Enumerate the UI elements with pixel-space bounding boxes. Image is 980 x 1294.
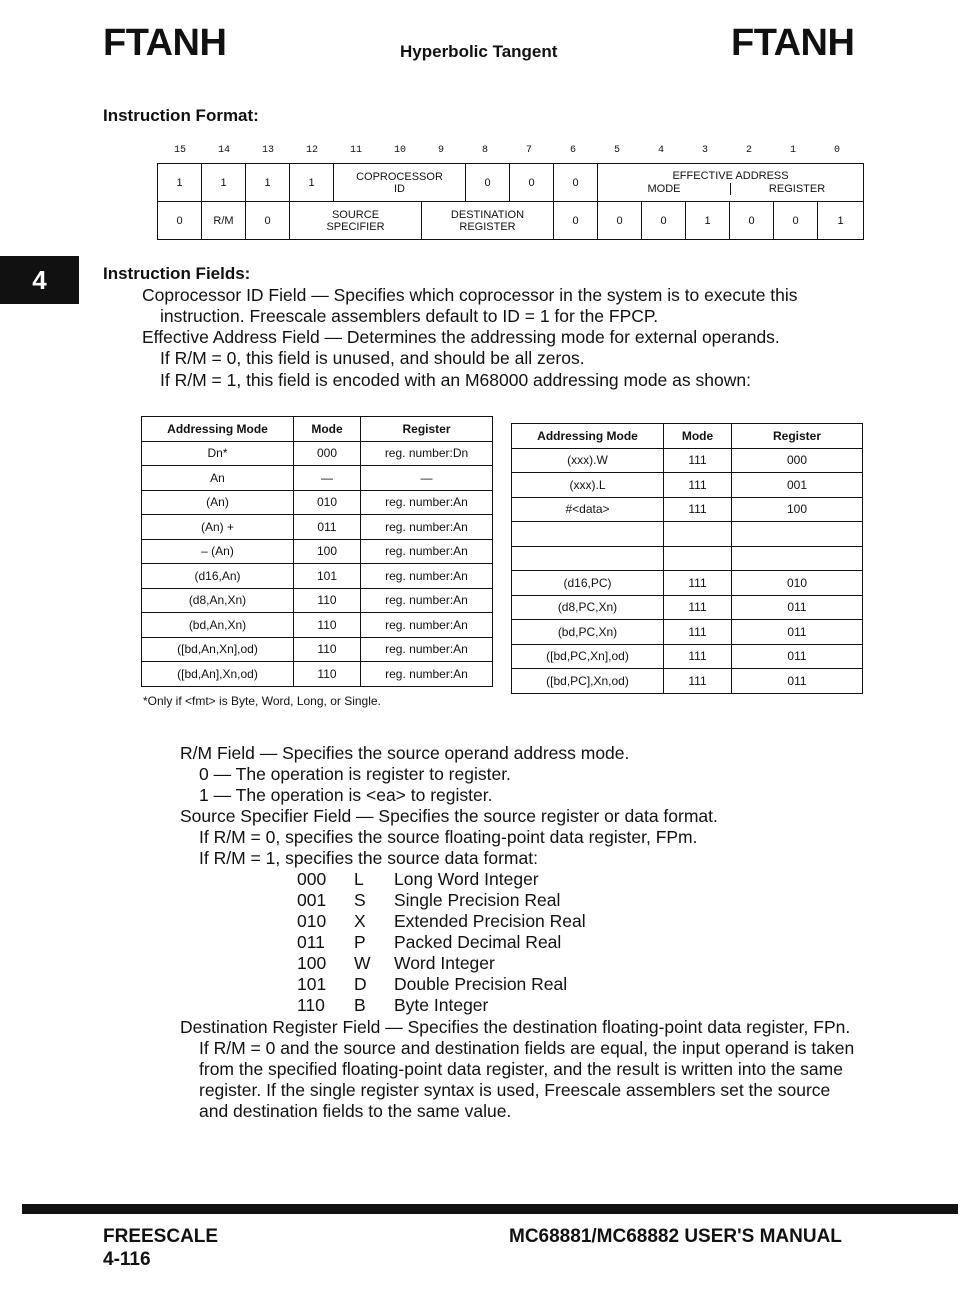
ea-mode-label: MODE bbox=[598, 183, 731, 195]
rm-option-1: 1 — The operation is <ea> to register. bbox=[199, 785, 493, 805]
format-row-opword bbox=[158, 164, 864, 202]
destination-register-desc: Destination Register Field — Specifies the destination floating-point data register, FPn. bbox=[180, 1017, 851, 1037]
addressing-mode-cell: #<data> bbox=[512, 497, 664, 522]
register-cell: 011 bbox=[732, 620, 863, 645]
instruction-format-table bbox=[157, 163, 864, 240]
format-letter: L bbox=[354, 869, 364, 889]
format-code: 110 bbox=[297, 995, 325, 1015]
bit-number: 12 bbox=[306, 145, 319, 156]
effective-address-desc-3: If R/M = 1, this field is encoded with an M68000 addressing mode as shown: bbox=[160, 370, 751, 390]
mode-cell: 111 bbox=[664, 497, 732, 522]
col-mode: Mode bbox=[664, 424, 732, 449]
table-row bbox=[512, 644, 863, 669]
mode-cell bbox=[664, 522, 732, 547]
bit-15: 0 bbox=[158, 202, 202, 240]
addressing-mode-table-right bbox=[511, 423, 863, 694]
format-code: 101 bbox=[297, 974, 327, 994]
mnemonic-left: FTANH bbox=[103, 22, 227, 64]
col-addressing-mode: Addressing Mode bbox=[142, 417, 294, 442]
addressing-mode-cell: (An) + bbox=[142, 515, 294, 540]
bit-number: 8 bbox=[482, 145, 489, 156]
col-register: Register bbox=[361, 417, 493, 442]
register-cell: reg. number:An bbox=[361, 662, 493, 687]
format-code: 011 bbox=[297, 932, 325, 952]
bit-3: 1 bbox=[686, 202, 730, 240]
coprocessor-label-1: COPROCESSOR bbox=[356, 170, 443, 183]
bit-number: 15 bbox=[174, 145, 187, 156]
register-cell: 010 bbox=[732, 571, 863, 596]
register-cell: reg. number:An bbox=[361, 515, 493, 540]
mode-cell: — bbox=[294, 466, 361, 491]
bit-number-row bbox=[158, 145, 864, 159]
mode-cell: 011 bbox=[294, 515, 361, 540]
mode-cell: 110 bbox=[294, 637, 361, 662]
ea-title: EFFECTIVE ADDRESS bbox=[672, 170, 789, 182]
mode-cell: 111 bbox=[664, 644, 732, 669]
effective-address-desc-2: If R/M = 0, this field is unused, and should be all zeros. bbox=[160, 348, 585, 368]
col-mode: Mode bbox=[294, 417, 361, 442]
format-name: Packed Decimal Real bbox=[394, 932, 562, 952]
coprocessor-id-desc: Coprocessor ID Field — Specifies which coprocessor in the system is to execute this bbox=[142, 285, 798, 305]
instruction-format-heading: Instruction Format: bbox=[103, 106, 259, 125]
mode-cell: 111 bbox=[664, 595, 732, 620]
addressing-mode-cell: – (An) bbox=[142, 539, 294, 564]
bit-number: 9 bbox=[438, 145, 445, 156]
addressing-mode-cell bbox=[512, 546, 664, 571]
format-name: Long Word Integer bbox=[394, 869, 539, 889]
table-row bbox=[142, 662, 493, 687]
addressing-mode-cell: (d8,PC,Xn) bbox=[512, 595, 664, 620]
destination-label-1: DESTINATION bbox=[450, 208, 525, 221]
register-cell: 011 bbox=[732, 644, 863, 669]
mode-cell: 010 bbox=[294, 490, 361, 515]
chapter-tab: 4 bbox=[0, 256, 79, 304]
format-name: Double Precision Real bbox=[394, 974, 568, 994]
format-code: 001 bbox=[297, 890, 327, 910]
bit-number: 13 bbox=[262, 145, 275, 156]
source-label-1: SOURCE bbox=[331, 208, 380, 221]
mode-cell: 111 bbox=[664, 571, 732, 596]
table-row bbox=[142, 613, 493, 638]
table-row bbox=[512, 620, 863, 645]
bit-number: 5 bbox=[614, 145, 621, 156]
footer-rule bbox=[22, 1204, 958, 1214]
table-row bbox=[142, 588, 493, 613]
rm-option-0: 0 — The operation is register to register. bbox=[199, 764, 511, 784]
bit-7: 0 bbox=[510, 164, 554, 202]
bit-number: 7 bbox=[526, 145, 533, 156]
table-header bbox=[142, 417, 493, 442]
effective-address-field bbox=[598, 164, 864, 202]
col-register: Register bbox=[732, 424, 863, 449]
bit-number: 4 bbox=[658, 145, 665, 156]
destination-label-2: REGISTER bbox=[459, 220, 516, 233]
source-specifier-desc-3: If R/M = 1, specifies the source data format: bbox=[199, 848, 538, 868]
rm-field-desc: R/M Field — Specifies the source operand address mode. bbox=[180, 743, 630, 763]
format-code: 000 bbox=[297, 869, 327, 889]
addressing-mode-cell: An bbox=[142, 466, 294, 491]
bit-0: 1 bbox=[818, 202, 864, 240]
table-row bbox=[512, 595, 863, 620]
bit-6: 0 bbox=[554, 164, 598, 202]
addressing-mode-cell: (bd,An,Xn) bbox=[142, 613, 294, 638]
mode-cell: 111 bbox=[664, 473, 732, 498]
format-letter: S bbox=[354, 890, 366, 910]
table-row bbox=[142, 637, 493, 662]
addressing-mode-cell: ([bd,An,Xn],od) bbox=[142, 637, 294, 662]
bit-6: 0 bbox=[554, 202, 598, 240]
register-cell: reg. number:An bbox=[361, 637, 493, 662]
format-letter: P bbox=[354, 932, 366, 952]
table-row bbox=[142, 564, 493, 589]
coprocessor-label-2: ID bbox=[394, 182, 405, 195]
table-header bbox=[512, 424, 863, 449]
destination-register-desc-5: and destination fields to the same value. bbox=[199, 1101, 512, 1121]
page-title: Hyperbolic Tangent bbox=[400, 42, 558, 61]
bit-number: 10 bbox=[394, 145, 407, 156]
format-letter: D bbox=[354, 974, 367, 994]
mode-cell: 111 bbox=[664, 448, 732, 473]
bit-number: 11 bbox=[350, 145, 363, 156]
register-cell: reg. number:An bbox=[361, 564, 493, 589]
destination-register-desc-3: from the specified floating-point data register, and the result is written into the same bbox=[199, 1059, 843, 1079]
destination-register-desc-2: If R/M = 0 and the source and destination fields are equal, the input operand is taken bbox=[199, 1038, 855, 1058]
register-cell: 000 bbox=[732, 448, 863, 473]
format-name: Single Precision Real bbox=[394, 890, 561, 910]
mnemonic-right: FTANH bbox=[731, 22, 855, 64]
footer-page-number: 4-116 bbox=[103, 1249, 151, 1270]
instruction-fields-heading: Instruction Fields: bbox=[103, 264, 251, 283]
addressing-mode-cell: (An) bbox=[142, 490, 294, 515]
bit-number: 14 bbox=[218, 145, 231, 156]
format-name: Byte Integer bbox=[394, 995, 489, 1015]
register-cell: 011 bbox=[732, 595, 863, 620]
bit-number: 3 bbox=[702, 145, 709, 156]
mode-cell: 110 bbox=[294, 588, 361, 613]
bit-number: 6 bbox=[570, 145, 577, 156]
table-row bbox=[512, 522, 863, 547]
coprocessor-id-desc-2: instruction. Freescale assemblers default to ID = 1 for the FPCP. bbox=[160, 306, 659, 326]
destination-register-field bbox=[422, 202, 554, 240]
addressing-mode-cell: (d16,PC) bbox=[512, 571, 664, 596]
mode-cell: 111 bbox=[664, 620, 732, 645]
addressing-mode-cell: (xxx).W bbox=[512, 448, 664, 473]
effective-address-desc: Effective Address Field — Determines the addressing mode for external operands. bbox=[142, 327, 780, 347]
format-letter: W bbox=[354, 953, 371, 973]
table-row bbox=[512, 669, 863, 694]
register-cell: 001 bbox=[732, 473, 863, 498]
addressing-mode-cell: ([bd,An],Xn,od) bbox=[142, 662, 294, 687]
addressing-mode-table-left bbox=[141, 416, 493, 687]
bit-1: 0 bbox=[774, 202, 818, 240]
format-letter: X bbox=[354, 911, 366, 931]
register-cell: reg. number:Dn bbox=[361, 441, 493, 466]
register-cell bbox=[732, 522, 863, 547]
format-name: Word Integer bbox=[394, 953, 495, 973]
addressing-mode-cell: ([bd,PC,Xn],od) bbox=[512, 644, 664, 669]
source-label-2: SPECIFIER bbox=[326, 220, 385, 233]
mode-cell bbox=[664, 546, 732, 571]
bit-12: 1 bbox=[290, 164, 334, 202]
bit-2: 0 bbox=[730, 202, 774, 240]
mode-cell: 100 bbox=[294, 539, 361, 564]
table-row bbox=[512, 571, 863, 596]
addressing-mode-cell: Dn* bbox=[142, 441, 294, 466]
source-specifier-desc-2: If R/M = 0, specifies the source floating-point data register, FPm. bbox=[199, 827, 698, 847]
register-cell: reg. number:An bbox=[361, 539, 493, 564]
bit-8: 0 bbox=[466, 164, 510, 202]
mode-cell: 000 bbox=[294, 441, 361, 466]
bit-number: 2 bbox=[746, 145, 753, 156]
source-specifier-desc: Source Specifier Field — Specifies the source register or data format. bbox=[180, 806, 718, 826]
register-cell: 100 bbox=[732, 497, 863, 522]
format-row-extension bbox=[158, 202, 864, 240]
addressing-mode-cell: (d16,An) bbox=[142, 564, 294, 589]
register-cell: — bbox=[361, 466, 493, 491]
table-row bbox=[142, 441, 493, 466]
bit-13: 1 bbox=[246, 164, 290, 202]
source-specifier-field bbox=[290, 202, 422, 240]
addressing-mode-cell bbox=[512, 522, 664, 547]
table-row bbox=[142, 490, 493, 515]
addressing-footnote: *Only if <fmt> is Byte, Word, Long, or Single. bbox=[143, 694, 381, 708]
addressing-mode-cell: (xxx).L bbox=[512, 473, 664, 498]
col-addressing-mode: Addressing Mode bbox=[512, 424, 664, 449]
table-row bbox=[512, 497, 863, 522]
register-cell: reg. number:An bbox=[361, 490, 493, 515]
bit-number: 0 bbox=[834, 145, 841, 156]
destination-register-desc-4: register. If the single register syntax is used, Freescale assemblers set the source bbox=[199, 1080, 831, 1100]
bit-15: 1 bbox=[158, 164, 202, 202]
table-row bbox=[512, 546, 863, 571]
footer-company: FREESCALE bbox=[103, 1226, 219, 1247]
footer-manual-title: MC68881/MC68882 USER'S MANUAL bbox=[509, 1226, 842, 1247]
mode-cell: 110 bbox=[294, 662, 361, 687]
bit-14: 1 bbox=[202, 164, 246, 202]
addressing-mode-cell: ([bd,PC],Xn,od) bbox=[512, 669, 664, 694]
register-cell bbox=[732, 546, 863, 571]
mode-cell: 111 bbox=[664, 669, 732, 694]
table-row bbox=[142, 539, 493, 564]
format-letter: B bbox=[354, 995, 366, 1015]
table-row bbox=[142, 466, 493, 491]
rm-bit: R/M bbox=[202, 202, 246, 240]
bit-number: 1 bbox=[790, 145, 797, 156]
format-code: 100 bbox=[297, 953, 327, 973]
mode-cell: 101 bbox=[294, 564, 361, 589]
register-cell: reg. number:An bbox=[361, 613, 493, 638]
table-row bbox=[512, 473, 863, 498]
coprocessor-id-field bbox=[334, 164, 466, 202]
format-name: Extended Precision Real bbox=[394, 911, 586, 931]
addressing-mode-cell: (d8,An,Xn) bbox=[142, 588, 294, 613]
table-row bbox=[142, 515, 493, 540]
register-cell: reg. number:An bbox=[361, 588, 493, 613]
mode-cell: 110 bbox=[294, 613, 361, 638]
table-row bbox=[512, 448, 863, 473]
bit-4: 0 bbox=[642, 202, 686, 240]
ea-register-label: REGISTER bbox=[768, 183, 826, 195]
register-cell: 011 bbox=[732, 669, 863, 694]
bit-5: 0 bbox=[598, 202, 642, 240]
bit-13: 0 bbox=[246, 202, 290, 240]
addressing-mode-cell: (bd,PC,Xn) bbox=[512, 620, 664, 645]
format-code: 010 bbox=[297, 911, 327, 931]
